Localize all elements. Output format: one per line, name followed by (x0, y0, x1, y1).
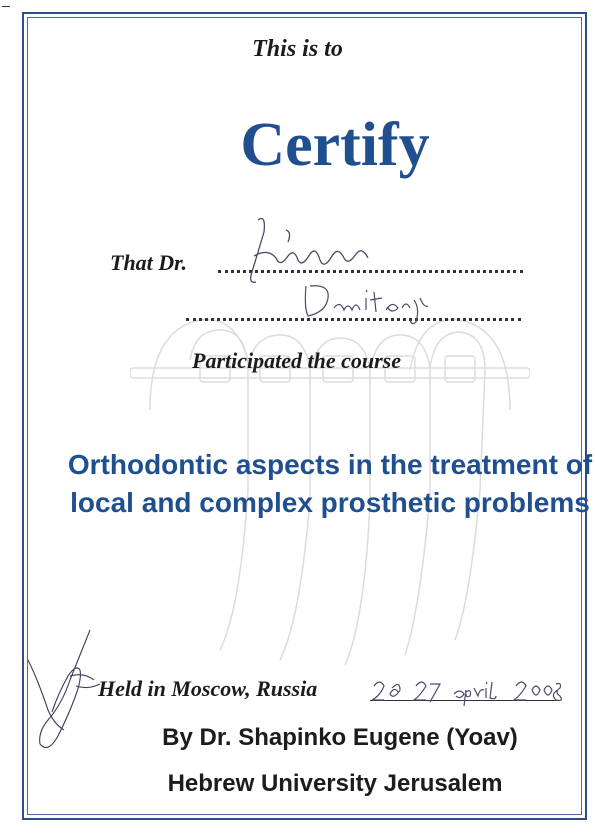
certificate-header: This is to (252, 36, 343, 62)
institution-name: Hebrew University Jerusalem (167, 770, 503, 797)
certificate-title: Certify (240, 111, 430, 179)
location-label: Held in Moscow, Russia (98, 676, 318, 701)
handwritten-first-name (296, 278, 436, 328)
participation-statement: Participated the course (192, 348, 401, 373)
presenter-name: By Dr. Shapinko Eugene (Yoav) (162, 724, 518, 751)
handwritten-date (370, 676, 565, 706)
recipient-label: That Dr. (110, 250, 188, 275)
page-corner-mark (2, 6, 10, 7)
course-title: Orthodontic aspects in the treatment of local and complex prosthetic problems (67, 449, 593, 518)
